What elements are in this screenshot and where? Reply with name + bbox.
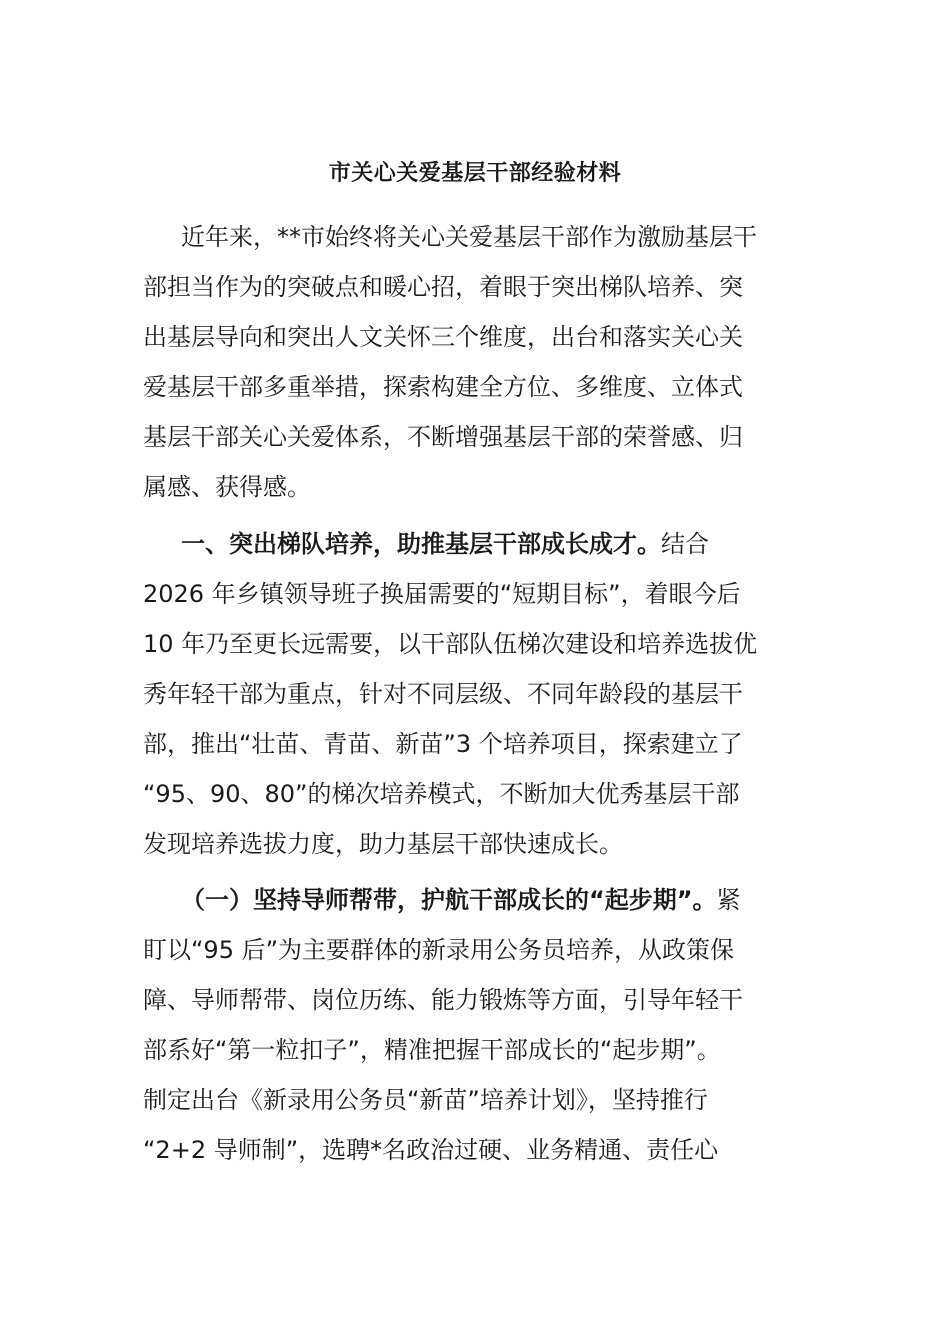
- paragraph-line: 秀年轻干部为重点，针对不同层级、不同年龄段的基层干: [143, 680, 743, 708]
- intro-paragraph: [143, 212, 808, 512]
- paragraph-line: 部系好“第一粒扣子”，精准把握干部成长的“起步期”。: [143, 1036, 721, 1064]
- section-one-paragraph: [143, 519, 808, 869]
- paragraph-line: 部担当作为的突破点和暖心招，着眼于突出梯队培养、突: [143, 273, 743, 301]
- paragraph-line: 10 年乃至更长远需要，以干部队伍梯次建设和培养选拔优: [143, 630, 758, 658]
- section-heading: 一、突出梯队培养，助推基层干部成长成才。: [181, 530, 661, 558]
- paragraph-line: 爱基层干部多重举措，探索构建全方位、多维度、立体式: [143, 373, 743, 401]
- paragraph-line: [143, 875, 808, 925]
- subsection-heading: （一）坚持导师帮带，护航干部成长的“起步期”。: [181, 886, 717, 914]
- paragraph-line: 障、导师帮带、岗位历练、能力锻炼等方面，引导年轻干: [143, 986, 743, 1014]
- paragraph-line: 近年来，**市始终将关心关爱基层干部作为激励基层干: [181, 223, 757, 251]
- paragraph-line: [143, 519, 808, 569]
- paragraph-line: 发现培养选拔力度，助力基层干部快速成长。: [143, 830, 623, 858]
- paragraph-line: 部，推出“壮苗、青苗、新苗”3 个培养项目，探索建立了: [143, 730, 743, 758]
- heading-continuation: 紧: [716, 886, 741, 914]
- paragraph-line: “95、90、80”的梯次培养模式，不断加大优秀基层干部: [143, 780, 740, 808]
- paragraph-line: 盯以“95 后”为主要群体的新录用公务员培养，从政策保: [143, 936, 735, 964]
- subsection-one-paragraph: [143, 875, 808, 1175]
- paragraph-line: 基层干部关心关爱体系，不断增强基层干部的荣誉感、归: [143, 423, 743, 451]
- paragraph-line: 2026 年乡镇领导班子换届需要的“短期目标”，着眼今后: [143, 580, 741, 608]
- document-title: 市关心关爱基层干部经验材料: [328, 161, 622, 186]
- paragraph-line: 出基层导向和突出人文关怀三个维度，出台和落实关心关: [143, 323, 743, 351]
- heading-continuation: 结合: [661, 530, 709, 558]
- paragraph-line: 属感、获得感。: [143, 473, 311, 501]
- paragraph-line: 制定出台《新录用公务员“新苗”培养计划》，坚持推行: [143, 1086, 708, 1114]
- paragraph-line: “2+2 导师制”，选聘*名政治过硬、业务精通、责任心: [143, 1136, 719, 1164]
